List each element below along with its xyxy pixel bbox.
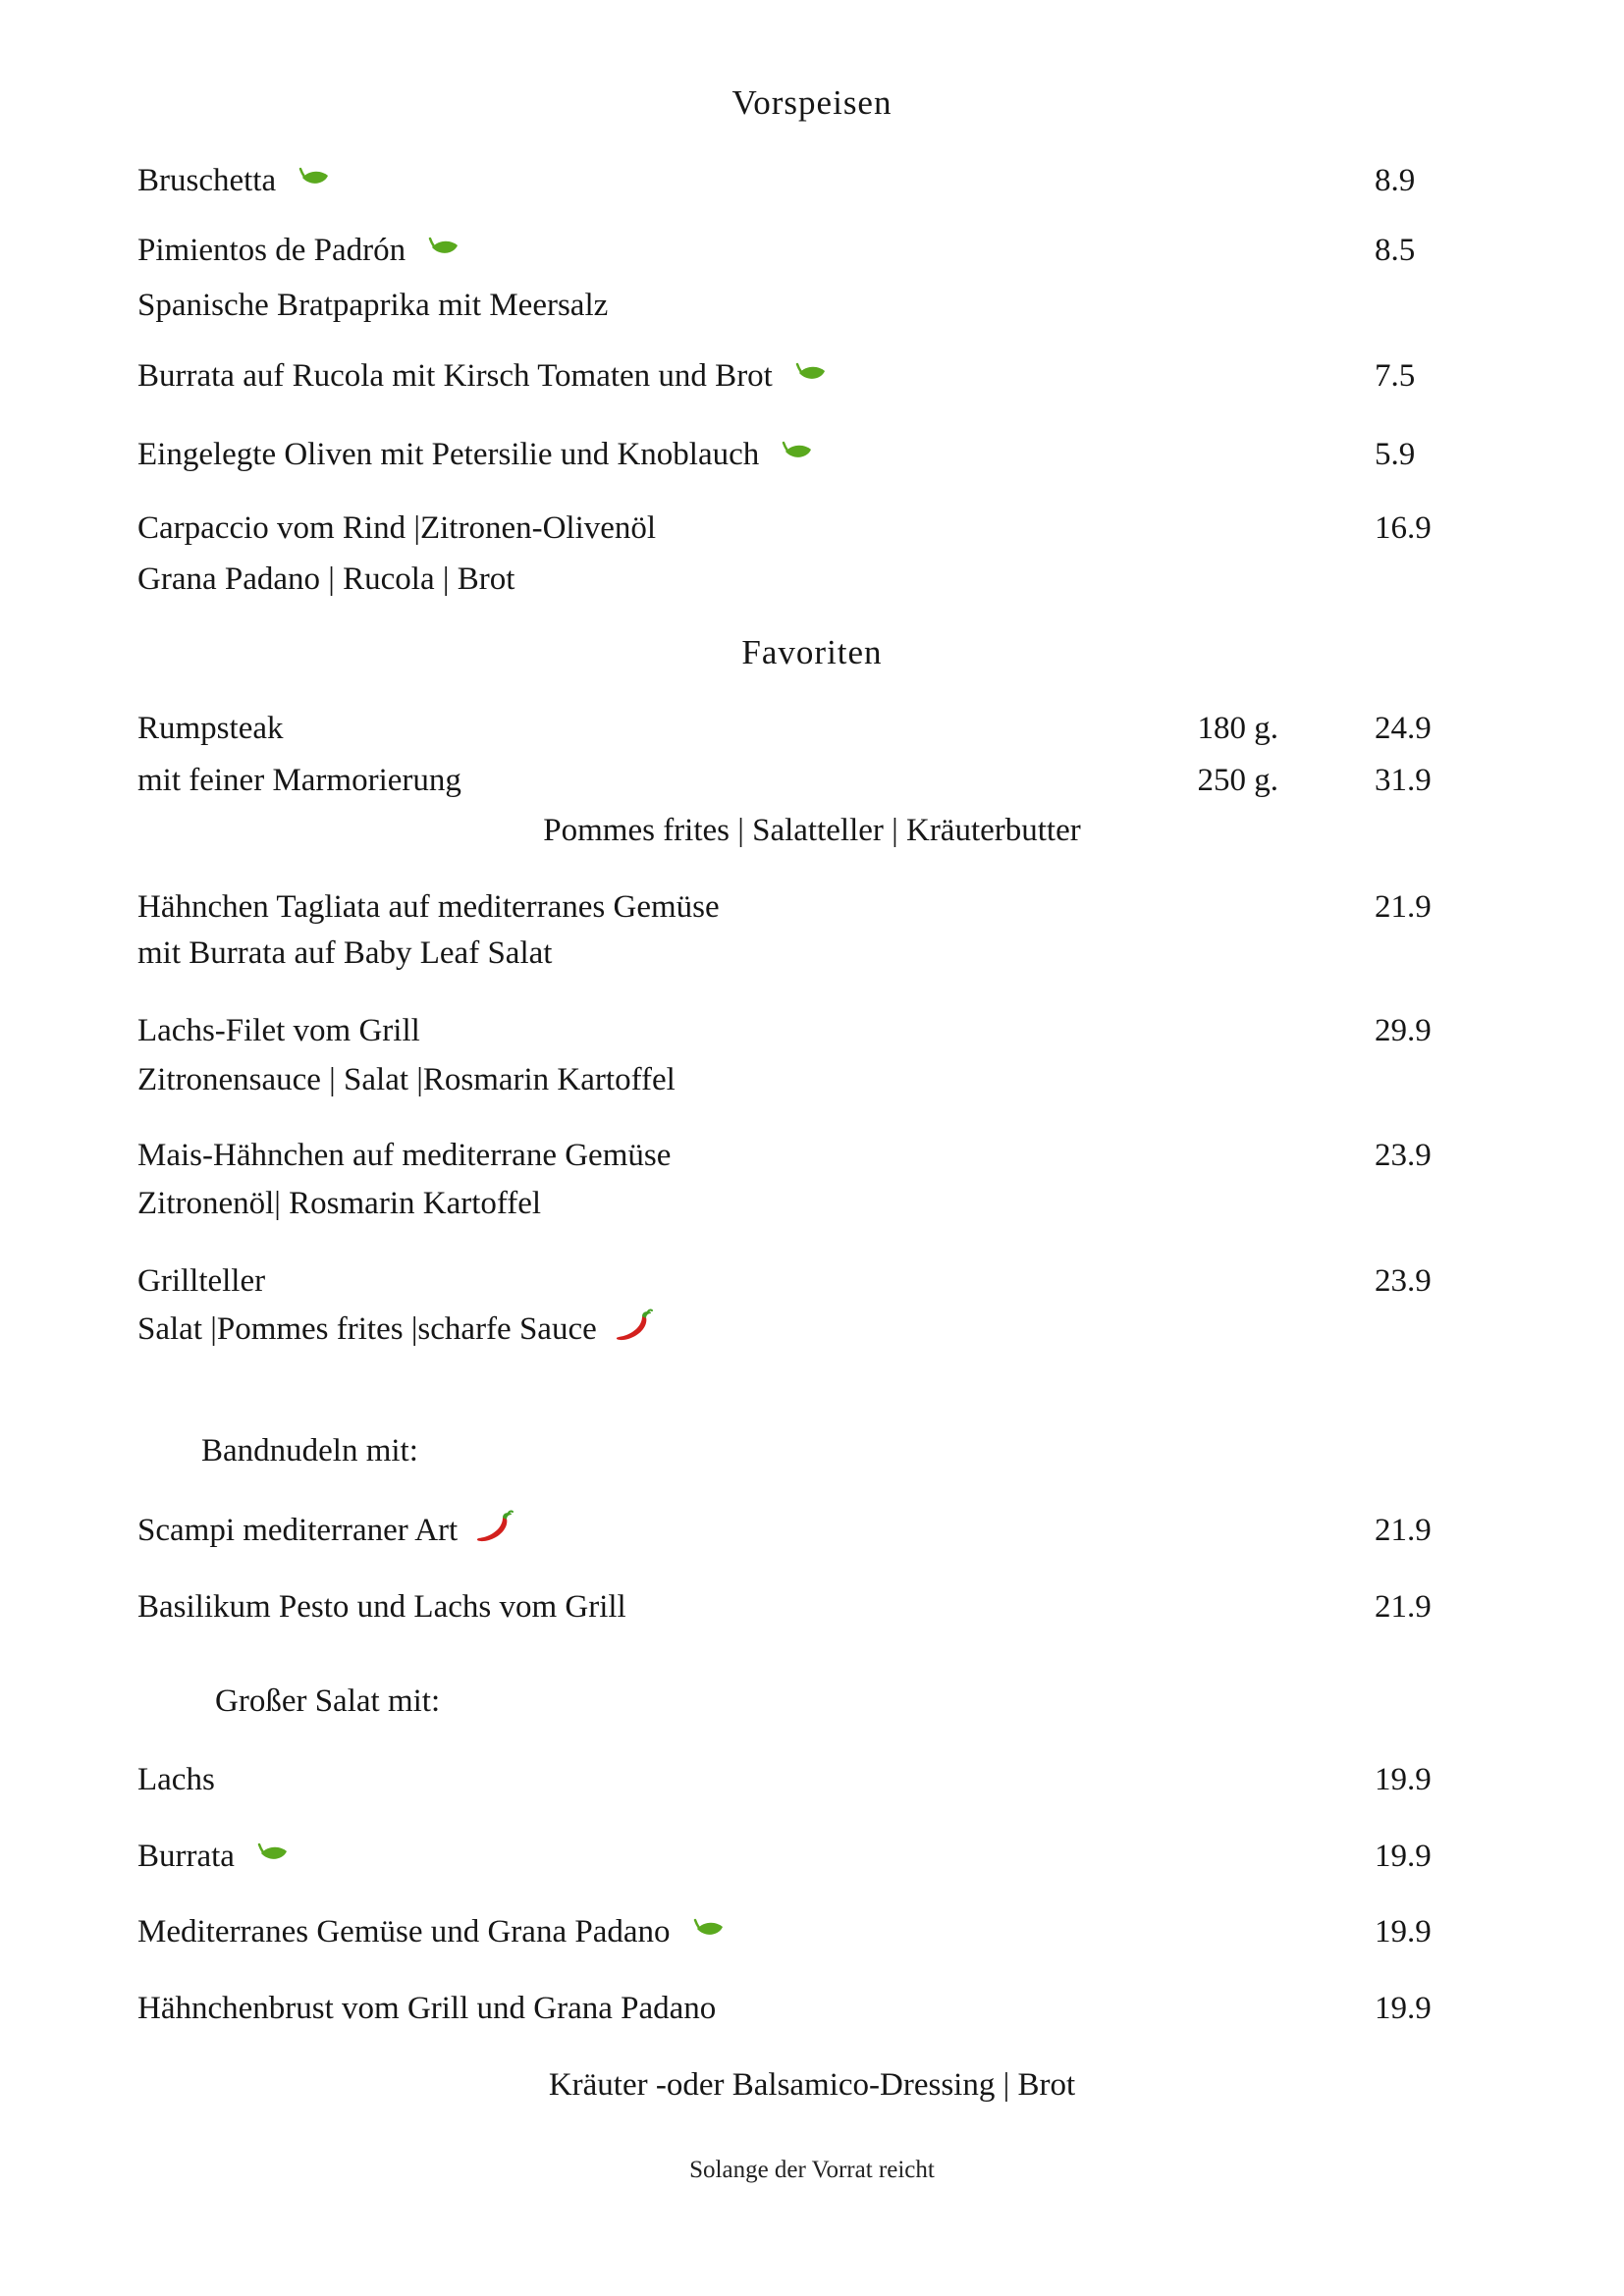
leaf-icon	[250, 1838, 290, 1879]
item-description: mit Burrata auf Baby Leaf Salat	[137, 935, 553, 971]
item-price: 8.9	[1375, 163, 1416, 198]
item-name: Eingelegte Oliven mit Petersilie und Knoblauch	[137, 437, 760, 472]
item-name: Rumpsteak	[137, 711, 284, 746]
chili-icon	[611, 1308, 654, 1359]
leaf-icon	[421, 232, 460, 273]
section-title-favoriten: Favoriten	[741, 633, 883, 671]
item-price: 7.5	[1375, 358, 1416, 394]
item-name: Hähnchen Tagliata auf mediterranes Gemüse	[137, 889, 720, 925]
menu-item-oliven	[137, 434, 814, 477]
item-price: 5.9	[1375, 437, 1416, 472]
item-name: Grillteller	[137, 1263, 266, 1299]
menu-item-carpaccio	[137, 507, 656, 549]
item-description	[137, 1308, 654, 1359]
availability-note: Solange der Vorrat reicht	[689, 2157, 935, 2183]
item-description-text: Salat |Pommes frites |scharfe Sauce	[137, 1311, 597, 1347]
menu-item-bruschetta	[137, 160, 331, 203]
item-price: 23.9	[1375, 1138, 1432, 1173]
item-description: Pommes frites | Salatteller | Kräuterbutter	[543, 813, 1081, 848]
dressing-line: Kräuter -oder Balsamico-Dressing | Brot	[548, 2067, 1076, 2103]
item-name: Bruschetta	[137, 163, 277, 198]
chili-icon	[471, 1510, 514, 1560]
item-price: 16.9	[1375, 510, 1432, 546]
menu-item-salat-gemuese	[137, 1911, 726, 1954]
item-weight: 250 g.	[1197, 763, 1278, 798]
menu-item-burrata-rucola	[137, 355, 828, 399]
item-price: 24.9	[1375, 711, 1432, 746]
menu-item-mais-haehnchen	[137, 1135, 671, 1176]
item-name: Carpaccio vom Rind |Zitronen-Olivenöl	[137, 510, 657, 546]
item-description: Zitronensauce | Salat |Rosmarin Kartoffel	[137, 1062, 676, 1097]
menu-item-lachsfilet	[137, 1010, 420, 1051]
menu-item-rumpsteak	[137, 708, 283, 749]
item-price: 19.9	[1375, 1991, 1432, 2026]
item-price: 23.9	[1375, 1263, 1432, 1299]
group-title-bandnudeln: Bandnudeln mit:	[201, 1433, 418, 1468]
item-name-line2: mit feiner Marmorierung	[137, 763, 461, 798]
menu-item-pimientos	[137, 230, 460, 273]
menu-item-salat-haehnchenbrust	[137, 1988, 716, 2029]
item-name: Burrata	[137, 1839, 235, 1874]
item-price: 19.9	[1375, 1839, 1432, 1874]
item-name: Hähnchenbrust vom Grill und Grana Padano	[137, 1991, 717, 2026]
item-name: Mais-Hähnchen auf mediterrane Gemüse	[137, 1138, 672, 1173]
item-name: Lachs	[137, 1762, 215, 1797]
item-name: Burrata auf Rucola mit Kirsch Tomaten und Brot	[137, 358, 773, 394]
section-title-vorspeisen: Vorspeisen	[731, 83, 893, 122]
leaf-icon	[686, 1913, 726, 1954]
item-price: 21.9	[1375, 1513, 1432, 1548]
item-price: 21.9	[1375, 1589, 1432, 1625]
item-name: Basilikum Pesto und Lachs vom Grill	[137, 1589, 626, 1625]
item-name: Scampi mediterraner Art	[137, 1513, 459, 1548]
item-price: 29.9	[1375, 1013, 1432, 1048]
leaf-icon	[788, 357, 828, 399]
menu-item-salat-burrata	[137, 1836, 290, 1879]
menu-item-scampi	[137, 1510, 514, 1560]
group-title-grosser-salat: Großer Salat mit:	[215, 1683, 441, 1719]
item-weight: 180 g.	[1197, 711, 1278, 746]
item-name: Mediterranes Gemüse und Grana Padano	[137, 1914, 671, 1949]
leaf-icon	[292, 162, 331, 203]
item-price: 31.9	[1375, 763, 1432, 798]
menu-item-salat-lachs	[137, 1759, 215, 1800]
menu-item-basilikum-pesto	[137, 1586, 626, 1628]
item-price: 8.5	[1375, 233, 1416, 268]
menu-item-grillteller	[137, 1260, 265, 1302]
menu-item-haehnchen-tagliata	[137, 886, 720, 928]
item-description: Zitronenöl| Rosmarin Kartoffel	[137, 1186, 542, 1221]
item-price: 19.9	[1375, 1914, 1432, 1949]
item-price: 19.9	[1375, 1762, 1432, 1797]
item-description: Spanische Bratpaprika mit Meersalz	[137, 288, 609, 323]
item-price: 21.9	[1375, 889, 1432, 925]
item-name: Pimientos de Padrón	[137, 233, 406, 268]
leaf-icon	[775, 436, 814, 477]
item-description: Grana Padano | Rucola | Brot	[137, 561, 515, 597]
item-name: Lachs-Filet vom Grill	[137, 1013, 420, 1048]
